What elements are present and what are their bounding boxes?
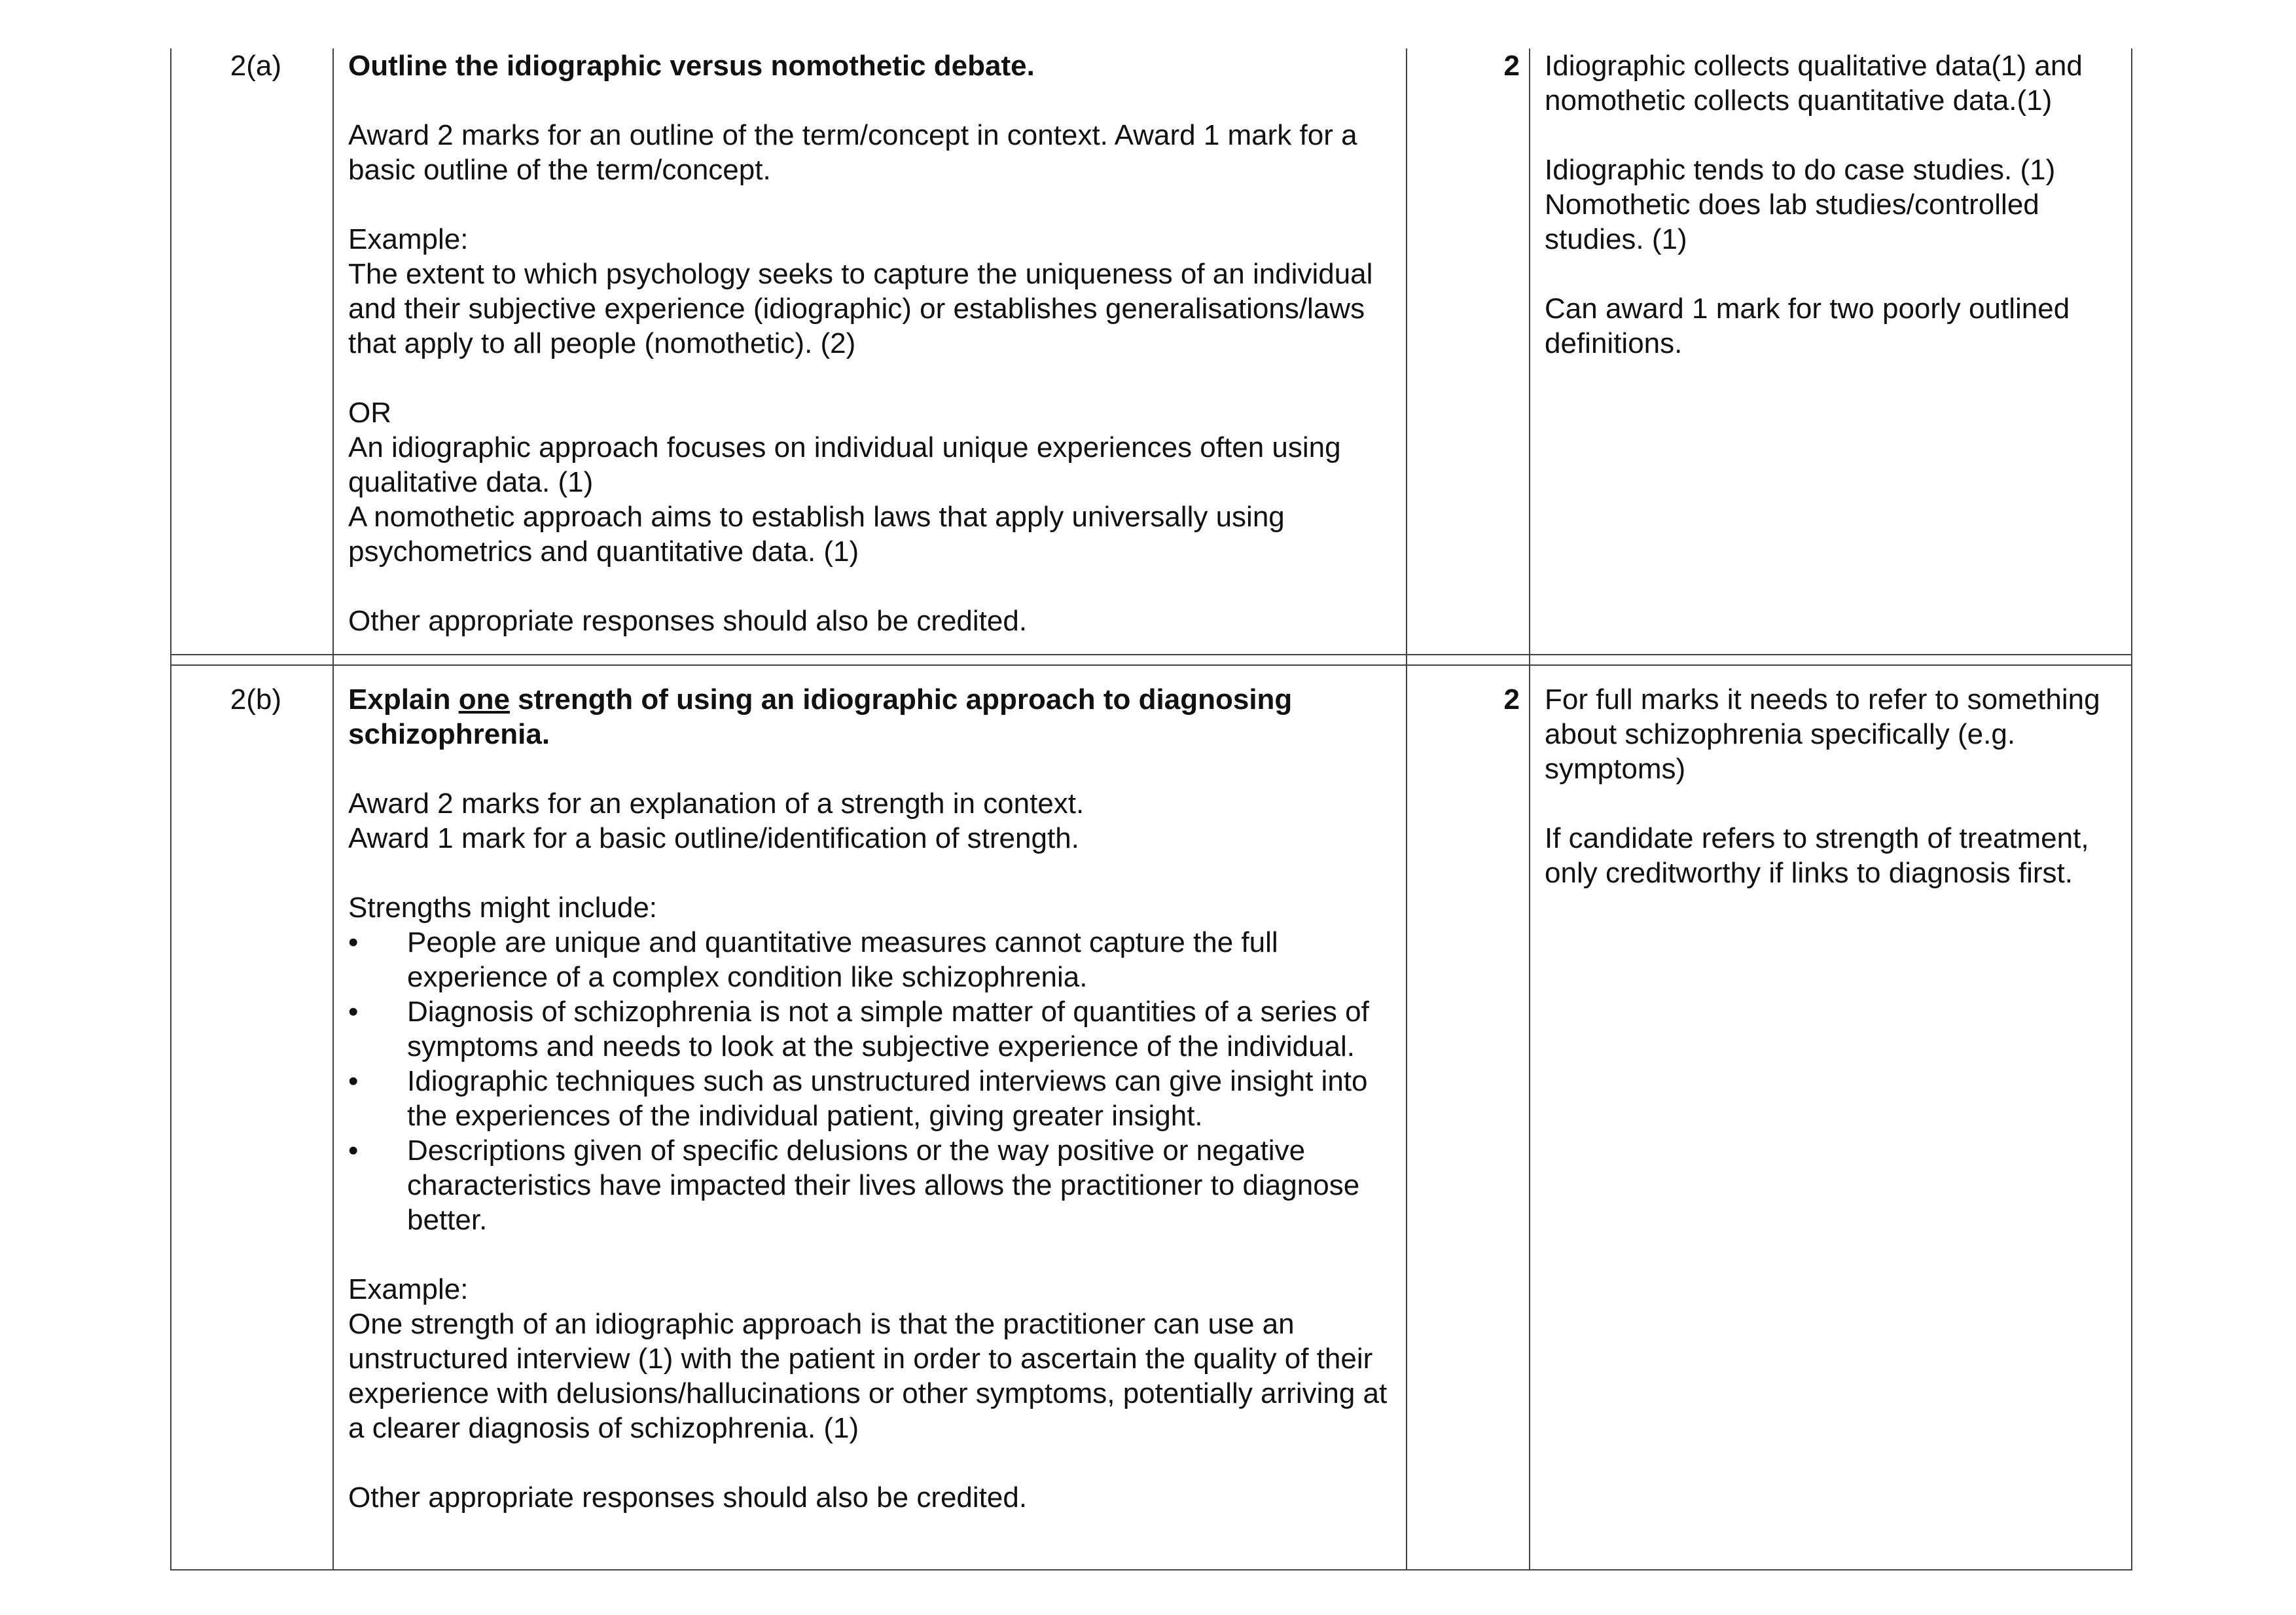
example-text: The extent to which psychology seeks to capture the uniqueness of an individual and their subjective experience (idiographic) or establishes generalisations/laws that apply to all people (nomothetic). (2) [348,258,1373,359]
row-divider-top [170,654,2132,655]
column-divider-guidance [1529,48,1530,1570]
bullet-icon: • [348,926,359,958]
bullet-icon: • [348,1065,359,1097]
alternative-answer-idiographic: An idiographic approach focuses on individual unique experiences often using qualitative data. (1) [348,431,1341,498]
question-content [348,682,1395,1515]
question-title-emphasis: one [458,683,510,716]
other-responses-note: Other appropriate responses should also be credited. [348,605,1028,637]
guidance-lab-studies: Nomothetic does lab studies/controlled studies. (1) [1545,189,2039,255]
or-label: OR [348,397,391,429]
award-criteria: Award 2 marks for an outline of the term/concept in context. Award 1 mark for a basic outline of the term/concept. [348,119,1357,186]
guidance-treatment-note: If candidate refers to strength of treatment, only creditworthy if links to diagnosis first. [1545,822,2089,889]
example-text: One strength of an idiographic approach is that the practitioner can use an unstructured interview (1) with the patient in order to ascertain the quality of their experience with delusions/hallucinations or other symptoms, potentially arriving at a clearer diagnosis of schizophrenia. (1) [348,1308,1388,1444]
marks-value: 2 [1503,683,1520,716]
marks-cell [1407,48,1520,83]
example-heading: Example: [348,223,469,255]
question-title [348,682,1395,752]
award-criteria-basic: Award 1 mark for a basic outline/identification of strength. [348,822,1079,854]
guidance-schizophrenia-specific: For full marks it needs to refer to something about schizophrenia specifically (e.g. symptoms) [1545,683,2100,785]
question-title-start: Explain [348,683,459,716]
question-title: Outline the idiographic versus nomothetic debate. [348,50,1035,82]
alternative-answer-nomothetic: A nomothetic approach aims to establish laws that apply universally using psychometrics and quantitative data. (1) [348,501,1285,568]
table-border-right [2131,48,2132,1570]
column-divider-marks [1406,48,1407,1570]
question-number [170,48,281,83]
bullet-icon: • [348,996,359,1028]
list-item [348,1064,1395,1133]
list-item-text: Idiographic techniques such as unstructured interviews can give insight into the experiences of the individual patient, giving greater insight. [407,1065,1368,1132]
list-item-text: People are unique and quantitative measures cannot capture the full experience of a complex condition like schizophrenia. [407,926,1278,993]
guidance-case-studies: Idiographic tends to do case studies. (1) [1545,154,2056,186]
guidance-data-types: Idiographic collects qualitative data(1) and nomothetic collects quantitative data.(1) [1545,50,2083,117]
award-criteria-full: Award 2 marks for an explanation of a strength in context. [348,788,1085,820]
bullet-icon: • [348,1134,359,1167]
list-item [348,925,1395,994]
column-divider-question [332,48,334,1570]
guidance-content [1545,682,2121,890]
question-number-label: 2(b) [230,683,281,716]
guidance-poor-definitions: Can award 1 mark for two poorly outlined definitions. [1545,293,2070,359]
marks-value: 2 [1503,50,1520,82]
table-border-left [170,48,171,1570]
question-content [348,48,1395,638]
list-item-text: Descriptions given of specific delusions or the way positive or negative characteristics have impacted their lives allows the practitioner to diagnose better. [407,1134,1360,1236]
question-number [170,682,281,717]
other-responses-note: Other appropriate responses should also be credited. [348,1481,1028,1514]
list-item-text: Diagnosis of schizophrenia is not a simple matter of quantities of a series of symptoms and needs to look at the subjective experience of the individual. [407,996,1369,1062]
strengths-heading: Strengths might include: [348,892,658,924]
guidance-content [1545,48,2121,361]
table-border-bottom [170,1569,2132,1570]
strengths-list [348,925,1395,1237]
row-divider-bottom [170,664,2132,666]
list-item [348,1133,1395,1237]
marks-cell [1407,682,1520,717]
question-number-label: 2(a) [230,50,281,82]
example-heading: Example: [348,1273,469,1305]
question-title-end: strength of using an idiographic approach to diagnosing schizophrenia. [348,683,1293,750]
list-item [348,994,1395,1064]
